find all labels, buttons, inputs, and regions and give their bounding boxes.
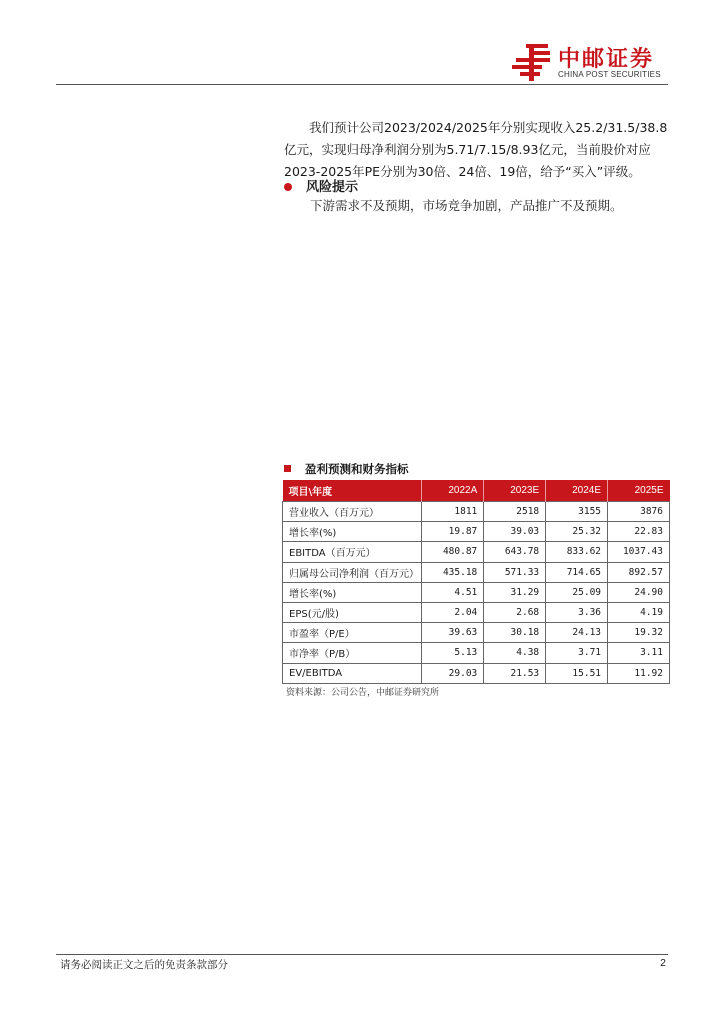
forecast-line-3: 2023-2025年PE分别为30倍、24倍、19倍，给予“买入”评级。 — [284, 164, 641, 179]
table-cell: 3155 — [546, 502, 608, 522]
table-cell: 24.90 — [608, 582, 670, 602]
table-cell: 1811 — [422, 502, 484, 522]
row-label: 市盈率（P/E） — [283, 623, 422, 643]
table-cell: 643.78 — [484, 542, 546, 562]
row-label: 营业收入（百万元） — [283, 502, 422, 522]
table-cell: 31.29 — [484, 582, 546, 602]
table-cell: 2.04 — [422, 602, 484, 622]
brand-name-cn: 中邮证券 — [558, 47, 655, 72]
table-cell: 11.92 — [608, 663, 670, 683]
footer-disclaimer: 请务必阅读正文之后的免责条款部分 — [60, 959, 228, 971]
table-cell: 15.51 — [546, 663, 608, 683]
row-label: EBITDA（百万元） — [283, 542, 422, 562]
table-cell: 29.03 — [422, 663, 484, 683]
row-label: 增长率(%) — [283, 522, 422, 542]
forecast-line-2: 亿元，实现归母净利润分别为5.71/7.15/8.93亿元，当前股价对应 — [284, 142, 651, 157]
table-row — [283, 582, 670, 602]
table-cell: 39.63 — [422, 623, 484, 643]
table-row — [283, 502, 670, 522]
header-cell: 2023E — [484, 480, 546, 502]
table-header-row — [283, 480, 670, 502]
table-source-note: 资料来源：公司公告，中邮证券研究所 — [286, 688, 440, 698]
brand-name-en: CHINA POST SECURITIES — [558, 70, 661, 79]
financial-table — [282, 480, 670, 684]
table-cell: 1037.43 — [608, 542, 670, 562]
header-cell: 2025E — [608, 480, 670, 502]
row-label: EV/EBITDA — [283, 663, 422, 683]
row-label: 市净率（P/B） — [283, 643, 422, 663]
page-number: 2 — [660, 957, 666, 969]
table-cell: 21.53 — [484, 663, 546, 683]
table-cell: 2518 — [484, 502, 546, 522]
table-row — [283, 522, 670, 542]
table-cell: 4.38 — [484, 643, 546, 663]
bullet-square-icon — [284, 465, 291, 472]
table-row — [283, 663, 670, 683]
table-cell: 3.71 — [546, 643, 608, 663]
table-cell: 25.09 — [546, 582, 608, 602]
table-row — [283, 643, 670, 663]
table-cell: 30.18 — [484, 623, 546, 643]
company-logo — [512, 42, 672, 86]
table-row — [283, 562, 670, 582]
table-cell: 3.36 — [546, 602, 608, 622]
risk-text: 下游需求不及预期，市场竞争加剧，产品推广不及预期。 — [310, 198, 623, 213]
footer-divider — [56, 954, 668, 955]
table-row — [283, 602, 670, 622]
table-cell: 833.62 — [546, 542, 608, 562]
table-row — [283, 623, 670, 643]
table-row — [283, 542, 670, 562]
table-cell: 22.83 — [608, 522, 670, 542]
table-cell: 714.65 — [546, 562, 608, 582]
table-cell: 480.87 — [422, 542, 484, 562]
table-cell: 19.32 — [608, 623, 670, 643]
header-divider — [56, 84, 668, 85]
table-cell: 5.13 — [422, 643, 484, 663]
row-label: 归属母公司净利润（百万元） — [283, 562, 422, 582]
table-cell: 39.03 — [484, 522, 546, 542]
header-cell: 2024E — [546, 480, 608, 502]
bullet-dot-icon — [284, 183, 292, 191]
header-cell: 2022A — [422, 480, 484, 502]
table-cell: 24.13 — [546, 623, 608, 643]
risk-heading-text: 风险提示 — [306, 180, 359, 195]
table-cell: 435.18 — [422, 562, 484, 582]
table-cell: 3876 — [608, 502, 670, 522]
forecast-line-1: 我们预计公司2023/2024/2025年分别实现收入25.2/31.5/38.8 — [309, 120, 668, 135]
table-cell: 2.68 — [484, 602, 546, 622]
china-post-logo-icon — [512, 42, 552, 82]
header-cell: 项目\年度 — [283, 480, 422, 502]
table-cell: 571.33 — [484, 562, 546, 582]
table-cell: 4.51 — [422, 582, 484, 602]
risk-heading — [284, 176, 358, 195]
table-heading — [284, 461, 409, 477]
table-cell: 19.87 — [422, 522, 484, 542]
table-cell: 25.32 — [546, 522, 608, 542]
row-label: 增长率(%) — [283, 582, 422, 602]
forecast-paragraph — [284, 117, 670, 183]
table-cell: 3.11 — [608, 643, 670, 663]
table-heading-text: 盈利预测和财务指标 — [305, 462, 409, 476]
table-cell: 4.19 — [608, 602, 670, 622]
table-cell: 892.57 — [608, 562, 670, 582]
row-label: EPS(元/股) — [283, 602, 422, 622]
